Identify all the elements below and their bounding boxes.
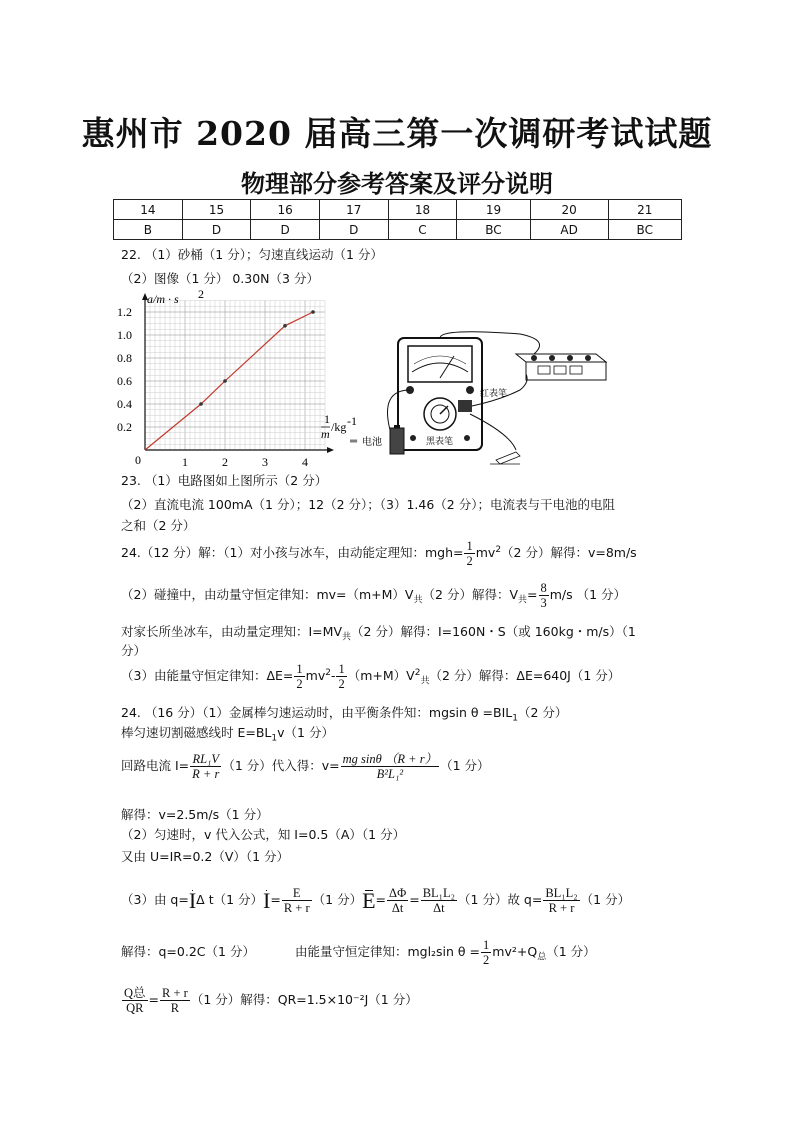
fraction (464, 539, 474, 568)
fraction-num: E (282, 886, 312, 901)
q23-line-3: 之和（2 分） (121, 518, 196, 533)
fraction-num: 1 (483, 938, 490, 952)
superscript: 2 (414, 667, 421, 678)
text-fragment: v（1 分） (277, 725, 334, 740)
text-fragment: = (375, 892, 387, 907)
origin-label: 0 (135, 453, 141, 467)
subscript: 总 (537, 952, 547, 963)
fraction-den: R + r (192, 767, 220, 781)
circuit-diagram (320, 330, 620, 470)
text-fragment: = (409, 892, 420, 907)
fraction (190, 752, 221, 781)
subscript: 共 (420, 676, 430, 687)
subscript: 1 (271, 733, 278, 744)
y-axis-label: a/m · s (147, 292, 179, 306)
text-fragment: （1 分）解得：QR=1.5×10⁻²J（1 分） (190, 992, 418, 1007)
table-cell: 15 (182, 200, 251, 220)
text-fragment: （1 分） (580, 892, 631, 907)
text-fragment: （1 分） (546, 944, 596, 959)
fraction (387, 886, 408, 915)
text-fragment: 24. （16 分）（1）金属棒匀速运动时，由平衡条件知：mgsin θ =BIL (121, 705, 513, 720)
text-fragment: 对家长所坐冰车，由动量定理知：I=MV (121, 624, 342, 639)
data-point (199, 402, 203, 406)
q24b-line-9 (121, 986, 418, 1015)
q24b-line-7 (121, 886, 630, 915)
y-tick-labels (117, 305, 132, 434)
mean-emf-symbol: E (362, 887, 376, 913)
fraction-den: Δt (391, 901, 404, 915)
com-jack (410, 435, 416, 441)
page-subtitle: 物理部分参考答案及评分说明 (241, 169, 553, 198)
fraction-num: Q总 (124, 986, 146, 1000)
fraction-num: mg sinθ （R + r） (342, 752, 438, 766)
q24b-line-2 (121, 724, 334, 748)
text-fragment: （3）由能量守恒定律知：ΔE= (121, 668, 294, 683)
right-terminal-icon (466, 386, 474, 394)
fraction-num: BL₁L₂ (545, 886, 578, 900)
subscript: 共 (413, 595, 423, 606)
q22-line-1: 22. （1）砂桶（1 分）；匀速直线运动（1 分） (121, 247, 383, 262)
text-fragment: （3）由 q= (121, 892, 189, 907)
fraction-den: 2 (466, 554, 473, 568)
q24a-line-4: 分） (121, 643, 147, 658)
fraction-den: B²L₁² (376, 767, 404, 781)
fraction (282, 886, 312, 915)
table-cell: 19 (457, 200, 530, 220)
y-tick-label: 1.0 (117, 328, 132, 342)
fraction-num: 8 (540, 581, 547, 595)
table-cell: 18 (388, 200, 457, 220)
fraction-den: 3 (540, 596, 547, 610)
y-axis-label-sup: 2 (198, 287, 204, 301)
text-fragment: Δ t（1 分） (196, 892, 264, 907)
fraction (481, 938, 491, 967)
y-tick-label: 1.2 (117, 305, 132, 319)
fraction (160, 986, 190, 1015)
table-cell: 14 (114, 200, 183, 220)
acceleration-graph (115, 287, 357, 470)
table-cell: D (319, 220, 388, 240)
text-fragment: （m+M）V (347, 668, 415, 683)
fraction-den: QR (126, 1001, 144, 1015)
fraction-den: 2 (338, 677, 345, 691)
table-cell: 21 (608, 200, 681, 220)
y-tick-label: 0.4 (117, 397, 132, 411)
x-tick-label: 2 (222, 455, 228, 469)
x-tick-label: 4 (302, 455, 308, 469)
fraction-num: ΔΦ (389, 886, 407, 900)
text-fragment: mv (475, 545, 496, 560)
text-fragment: （2 分）解得：ΔE=640J（1 分） (429, 668, 621, 683)
x-tick-label: 3 (262, 455, 268, 469)
table-cell: AD (530, 220, 608, 240)
probe-socket (458, 400, 472, 412)
q24b-line-3 (121, 752, 490, 781)
fraction-num: RL₁V (190, 752, 221, 767)
answer-table-numbers-row (114, 200, 682, 220)
fraction-den: Δt (433, 901, 445, 915)
fraction (294, 662, 304, 691)
superscript: 2 (495, 544, 502, 555)
q24b-line-5: （2）匀速时，v 代入公式，知 I=0.5（A）（1 分） (121, 827, 406, 842)
table-cell: BC (608, 220, 681, 240)
clip-icon (496, 452, 520, 464)
data-point (283, 324, 287, 328)
fraction (122, 986, 148, 1015)
subscript: 共 (518, 595, 528, 606)
q24a-line-5 (121, 662, 620, 691)
text-fragment: （1 分） (312, 892, 363, 907)
text-fragment: - (330, 668, 336, 683)
fraction-den: R + r (283, 901, 310, 915)
table-cell: B (114, 220, 183, 240)
text-fragment: m/s （1 分） (549, 587, 627, 602)
plus-jack (464, 435, 470, 441)
x-tick-label: 1 (182, 455, 188, 469)
fraction (543, 886, 579, 915)
fraction-num: R + r (162, 986, 188, 1000)
fraction (341, 752, 439, 781)
battery-arrow: ═ (350, 436, 358, 447)
text-fragment: 棒匀速切割磁感线时 E=BL (121, 725, 272, 740)
fraction (539, 581, 549, 610)
x-axis-label-sup: -1 (347, 414, 357, 428)
text-fragment: 回路电流 I= (121, 758, 190, 773)
x-axis-label-unit: /kg (331, 420, 347, 434)
y-tick-label: 0.6 (117, 374, 132, 388)
table-cell: 16 (251, 200, 320, 220)
q24a-line-2 (121, 581, 626, 610)
subscript: 共 (342, 632, 352, 643)
table-cell: 17 (319, 200, 388, 220)
resistance-box-top (516, 354, 606, 362)
text-fragment: mv²+Q (492, 944, 538, 959)
q24b-line-4: 解得：v=2.5m/s（1 分） (121, 807, 269, 822)
q24a-line-1 (121, 539, 637, 568)
x-axis-label-den: m (321, 427, 330, 441)
mean-current-symbol: I (263, 887, 271, 913)
q24b-line-8 (121, 938, 596, 967)
fraction (421, 886, 457, 915)
fraction-num: 1 (338, 662, 345, 676)
text-fragment: （2 分）解得：I=160N・S（或 160kg・m/s）（1 (351, 624, 636, 639)
answer-table-answers-row (114, 220, 682, 240)
fraction-den: 2 (483, 953, 490, 967)
q23-line-2: （2）直流电流 100mA（1 分）；12（2 分）；（3）1.46（2 分）；电流表与干电池的电阻 (121, 497, 615, 512)
fraction-num: 1 (296, 662, 303, 676)
y-tick-label: 0.2 (117, 420, 132, 434)
text-fragment: 24.（12 分）解：（1）对小孩与冰车，由动能定理知：mgh= (121, 545, 464, 560)
battery-label: 电池 (362, 437, 382, 448)
table-cell: D (182, 220, 251, 240)
text-fragment: 解得：q=0.2C（1 分） (121, 944, 255, 959)
text-fragment: = (148, 992, 160, 1007)
text-fragment: （1 分） (440, 758, 490, 773)
table-cell: BC (457, 220, 530, 240)
text-fragment: （2 分） (517, 705, 568, 720)
table-cell: D (251, 220, 320, 240)
subscript: 1 (512, 713, 518, 724)
q24a-line-3 (121, 623, 636, 647)
mean-current-symbol: I (188, 887, 197, 913)
q22-line-2: （2）图像（1 分） 0.30N（3 分） (121, 271, 319, 286)
text-fragment: （1 分）代入得：v= (222, 758, 340, 773)
fraction-num: BL₁L₂ (422, 886, 456, 900)
fraction (336, 662, 346, 691)
q23-line-1: 23. （1）电路图如上图所示（2 分） (121, 473, 328, 488)
multimeter-display (408, 346, 472, 382)
fraction-num: 1 (466, 539, 473, 553)
text-fragment: （2）碰撞中，由动量守恒定律知：mv=（m+M）V (121, 587, 414, 602)
x-tick-labels (182, 455, 308, 469)
text-fragment: （2 分）解得：V (422, 587, 518, 602)
battery-icon (390, 428, 404, 454)
fraction-den: 2 (296, 677, 303, 691)
text-fragment: = (270, 892, 281, 907)
table-cell: 20 (530, 200, 608, 220)
text-fragment: = (527, 587, 538, 602)
table-cell: C (388, 220, 457, 240)
black-probe-label: 黑表笔 (426, 437, 454, 447)
x-axis-label-num: 1 (324, 412, 330, 426)
red-probe-label: 红表笔 (480, 389, 508, 399)
data-point (223, 379, 227, 383)
fraction-den: R (170, 1001, 180, 1015)
text-fragment: 由能量守恒定律知：mgl₂sin θ = (294, 944, 481, 959)
text-fragment: （1 分）故 q= (458, 892, 543, 907)
text-fragment: mv (305, 668, 326, 683)
answer-table (113, 199, 682, 240)
fraction-den: R + r (548, 901, 575, 915)
page-title: 惠州市 2020 届高三第一次调研考试试题 (81, 114, 713, 153)
q24b-line-6: 又由 U=IR=0.2（V）（1 分） (121, 849, 290, 864)
text-fragment: （2 分）解得：v=8m/s (501, 545, 637, 560)
data-point (311, 310, 315, 314)
y-tick-label: 0.8 (117, 351, 132, 365)
superscript: 2 (325, 667, 331, 678)
